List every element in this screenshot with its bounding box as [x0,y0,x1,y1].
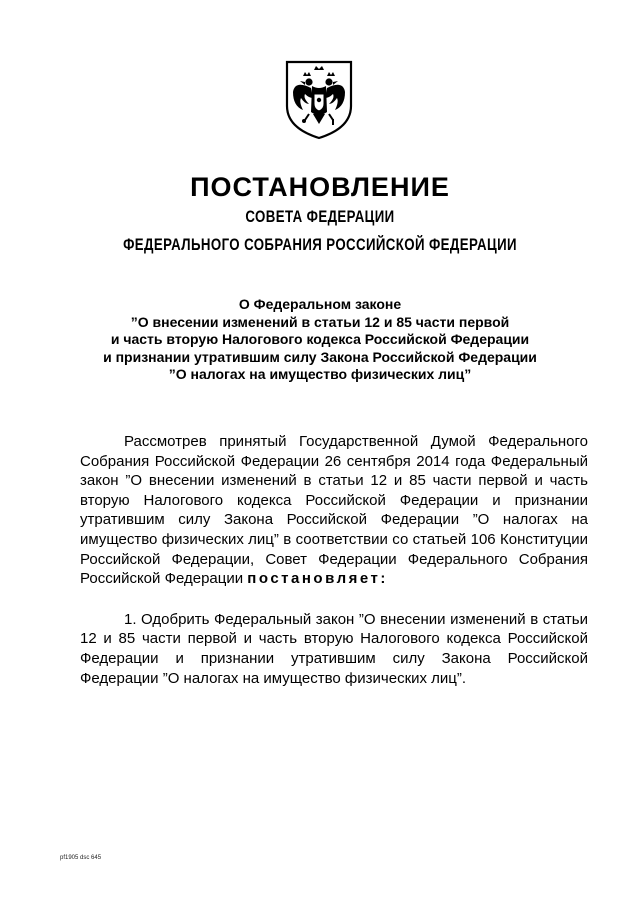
preamble-text: Рассмотрев принятый Государственной Думой Федерального Собрания Российской Федерации 26 сентября 2014 года Федеральный закон ”О внесении изменений в статьи 12 и 85 части первой и часть вторую Налогового кодекса Российской Федерации и признании утратившим силу Закона Российской Федерации ”О налогах на имущество физических лиц” в соответствии со статьей 106 Конституции Российской Федерации, Совет Федерации Федерального Собрания Российской Федерации [80,433,588,588]
clause-1-paragraph: 1. Одобрить Федеральный закон ”О внесении изменений в статьи 12 и 85 части первой и часть вторую Налогового кодекса Российской Федерации и признании утратившим силу Закона Российской Федерации ”О налогах на имущество физических лиц”. [80,610,588,687]
subject-line: О Федеральном законе [238,296,402,312]
organization-line-2: ФЕДЕРАЛЬНОГО СОБРАНИЯ РОССИЙСКОЙ ФЕДЕРАЦИИ [123,235,517,254]
document-title: ПОСТАНОВЛЕНИЕ [190,172,450,202]
document-header [0,172,640,256]
footer-code: pf1905 dsc 645 [60,855,102,861]
subject-line: ”О внесении изменений в статьи 12 и 85 части первой [130,313,510,330]
document-body [80,432,588,688]
subject-line: и часть вторую Налогового кодекса Российской Федерации [110,331,530,347]
subject-line: ”О налогах на имущество физических лиц” [168,366,472,382]
subject-line: и признании утратившим силу Закона Российской Федерации [103,348,537,365]
decree-word: постановляет: [247,570,388,588]
coat-of-arms-icon [283,58,355,142]
preamble-paragraph [80,432,588,589]
organization-line-1: СОВЕТА ФЕДЕРАЦИИ [245,207,395,226]
document-subject [0,296,640,384]
